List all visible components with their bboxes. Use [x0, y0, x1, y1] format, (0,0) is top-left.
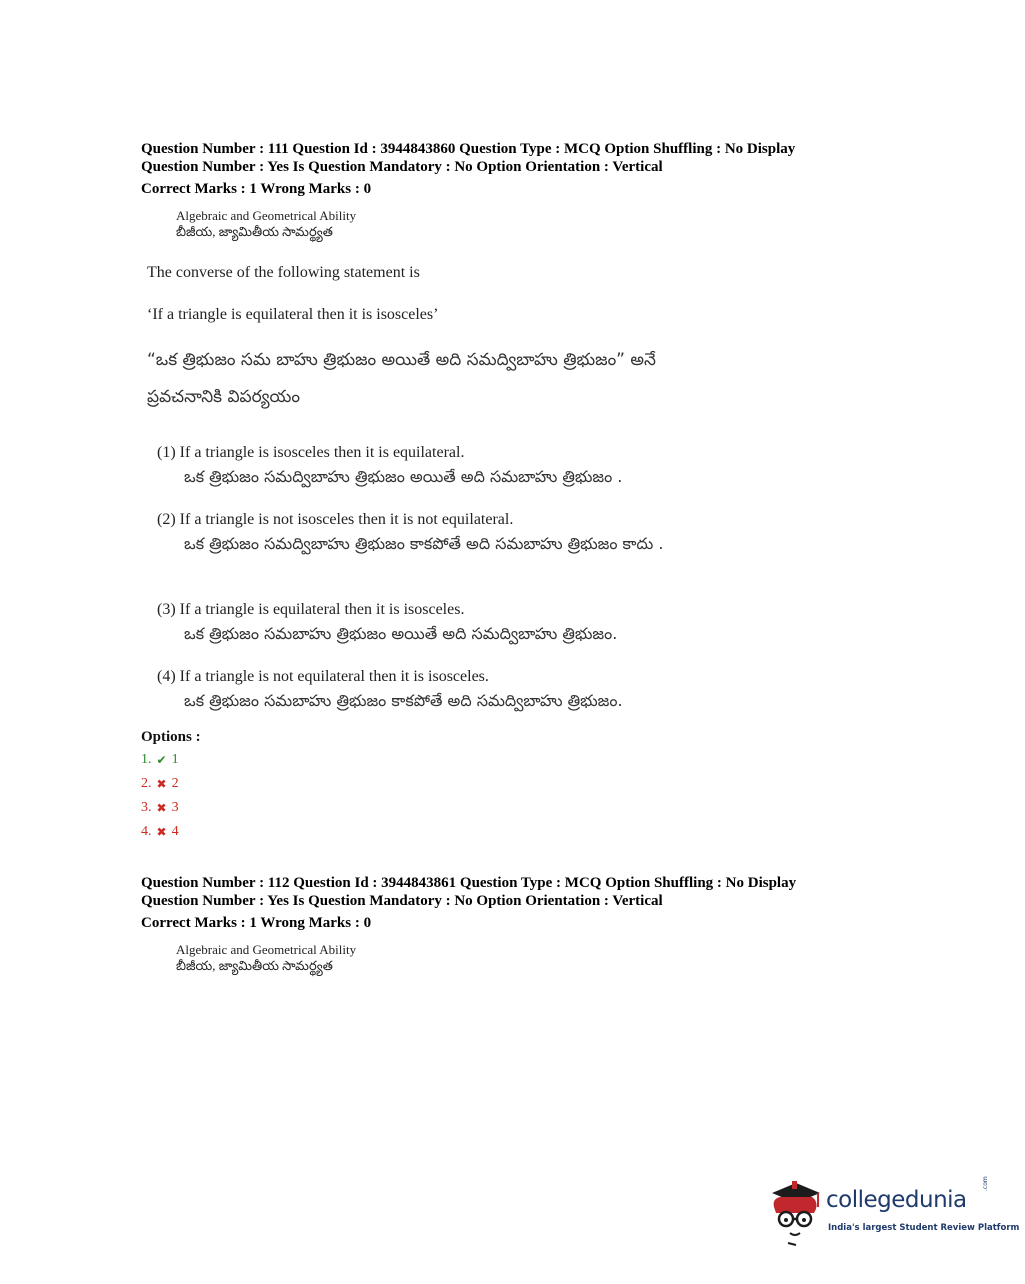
question-marks: Correct Marks : 1 Wrong Marks : 0	[141, 181, 372, 197]
option-3	[141, 800, 179, 816]
check-icon: ✔	[156, 752, 167, 767]
choice-4	[157, 665, 784, 713]
option-1-value: 1	[171, 752, 179, 767]
logo-com: .com	[982, 1176, 989, 1191]
choice-3-english: (3) If a triangle is equilateral then it is isosceles.	[157, 601, 465, 618]
subject-telugu: బీజీయ, జ్యామితీయ సామర్థ్యత	[176, 224, 333, 239]
collegedunia-logo	[766, 1176, 1020, 1249]
logo-tagline: India's largest Student Review Platform	[828, 1223, 1020, 1233]
cross-icon: ✖	[156, 824, 167, 839]
cross-icon: ✖	[156, 800, 167, 815]
logo-wordmark: collegedunia	[826, 1187, 967, 1213]
question-112-meta-line2: Question Number : Yes Is Question Mandatory : No Option Orientation : Vertical	[141, 893, 663, 909]
option-1-number: 1.	[141, 752, 152, 767]
subject-english: Algebraic and Geometrical Ability	[176, 208, 357, 223]
choice-2-telugu: ఒక త్రిభుజం సమద్విబాహు త్రిభుజం కాకపోతే అది సమబాహు త్రిభుజం కాదు .	[184, 534, 664, 553]
question-112-subject-label	[176, 942, 356, 974]
question-112-meta-line1: Question Number : 112 Question Id : 3944843861 Question Type : MCQ Option Shuffling : No Display	[141, 875, 797, 891]
choice-4-english: (4) If a triangle is not equilateral then it is isosceles.	[157, 668, 489, 685]
subject-english: Algebraic and Geometrical Ability	[176, 942, 357, 957]
choice-4-telugu: ఒక త్రిభుజం సమబాహు త్రిభుజం కాకపోతే అది సమద్విబాహు త్రిభుజం.	[184, 691, 623, 710]
option-1	[141, 752, 179, 768]
option-2-value: 2	[171, 776, 179, 791]
option-4-number: 4.	[141, 824, 152, 839]
option-3-number: 3.	[141, 800, 152, 815]
student-mascot-icon	[766, 1177, 824, 1247]
cross-icon: ✖	[156, 776, 167, 791]
question-112-marks: Correct Marks : 1 Wrong Marks : 0	[141, 915, 372, 931]
question-meta-line2: Question Number : Yes Is Question Mandatory : No Option Orientation : Vertical	[141, 159, 663, 175]
choice-1-telugu: ఒక త్రిభుజం సమద్విబాహు త్రిభుజం అయితే అది సమబాహు త్రిభుజం .	[184, 467, 623, 486]
option-4	[141, 824, 179, 840]
question-stem-telugu-line2: ప్రవచనానికి విపర్యయం	[147, 387, 300, 407]
question-stem-telugu-line1: “ఒక త్రిభుజం సమ బాహు త్రిభుజం అయితే అది సమద్విబాహు త్రిభుజం” అనే	[147, 350, 656, 370]
choice-2-english: (2) If a triangle is not isosceles then it is not equilateral.	[157, 511, 514, 528]
question-meta-line1: Question Number : 111 Question Id : 3944843860 Question Type : MCQ Option Shuffling : No Display	[141, 141, 796, 157]
choice-2	[157, 508, 774, 556]
subject-telugu: బీజీయ, జ్యామితీయ సామర్థ్యత	[176, 958, 333, 973]
options-title: Options :	[141, 729, 201, 745]
option-2	[141, 776, 179, 792]
choice-1	[157, 441, 784, 489]
question-stem-line1: The converse of the following statement is	[147, 264, 420, 281]
question-stem-line2: ‘If a triangle is equilateral then it is isosceles’	[147, 306, 439, 323]
choice-3-telugu: ఒక త్రిభుజం సమబాహు త్రిభుజం అయితే అది సమద్విబాహు త్రిభుజం.	[184, 624, 618, 643]
option-2-number: 2.	[141, 776, 152, 791]
option-4-value: 4	[171, 824, 179, 839]
subject-label	[176, 208, 356, 240]
choice-3	[157, 598, 784, 646]
choice-1-english: (1) If a triangle is isosceles then it is equilateral.	[157, 444, 465, 461]
option-3-value: 3	[171, 800, 179, 815]
